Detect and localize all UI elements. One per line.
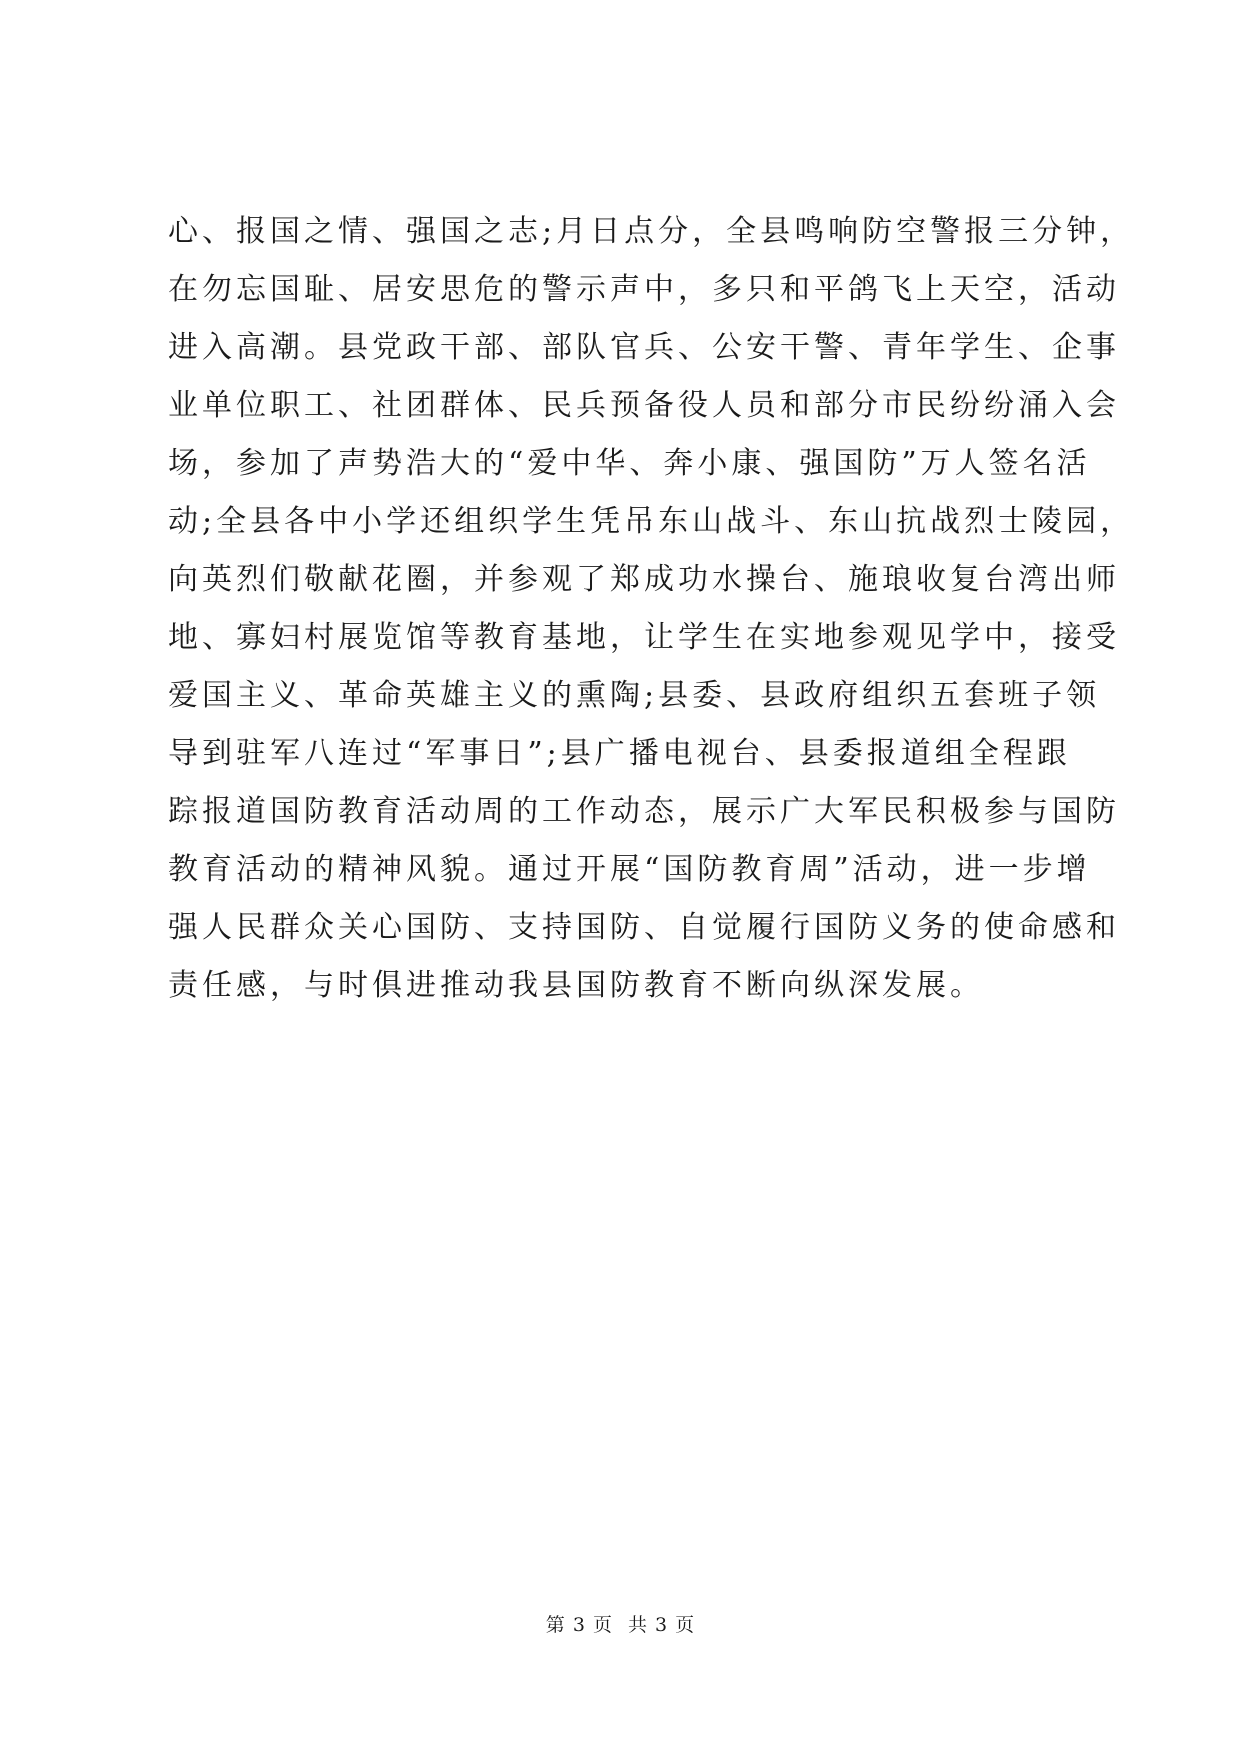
page-number-current: 第 3 页 bbox=[545, 1614, 613, 1636]
text-line: 场，参加了声势浩大的“爱中华、奔小康、强国防”万人签名活 bbox=[168, 446, 1091, 481]
text-line: 强人民群众关心国防、支持国防、自觉履行国防义务的使命感和 bbox=[168, 910, 1120, 945]
text-line: 在勿忘国耻、居安思危的警示声中，多只和平鸽飞上天空，活动 bbox=[168, 272, 1120, 307]
text-line: 动;全县各中小学还组织学生凭吊东山战斗、东山抗战烈士陵园， bbox=[168, 504, 1135, 539]
text-line: 教育活动的精神风貌。通过开展“国防教育周”活动，进一步增 bbox=[168, 852, 1091, 887]
body-paragraph bbox=[168, 203, 1135, 1015]
text-line: 地、寡妇村展览馆等教育基地，让学生在实地参观见学中，接受 bbox=[168, 620, 1120, 655]
page-footer bbox=[0, 1610, 1241, 1637]
text-line: 进入高潮。县党政干部、部队官兵、公安干警、青年学生、企事 bbox=[168, 330, 1120, 365]
text-line: 爱国主义、革命英雄主义的熏陶;县委、县政府组织五套班子领 bbox=[168, 678, 1101, 713]
text-line: 向英烈们敬献花圈，并参观了郑成功水操台、施琅收复台湾出师 bbox=[168, 562, 1120, 597]
text-line: 责任感，与时俱进推动我县国防教育不断向纵深发展。 bbox=[168, 968, 984, 1003]
page-number-total: 共 3 页 bbox=[628, 1614, 696, 1636]
text-line: 导到驻军八连过“军事日”;县广播电视台、县委报道组全程跟 bbox=[168, 736, 1071, 771]
text-line: 心、报国之情、强国之志;月日点分，全县鸣响防空警报三分钟， bbox=[168, 214, 1135, 249]
text-line: 业单位职工、社团群体、民兵预备役人员和部分市民纷纷涌入会 bbox=[168, 388, 1120, 423]
text-line: 踪报道国防教育活动周的工作动态，展示广大军民积极参与国防 bbox=[168, 794, 1120, 829]
